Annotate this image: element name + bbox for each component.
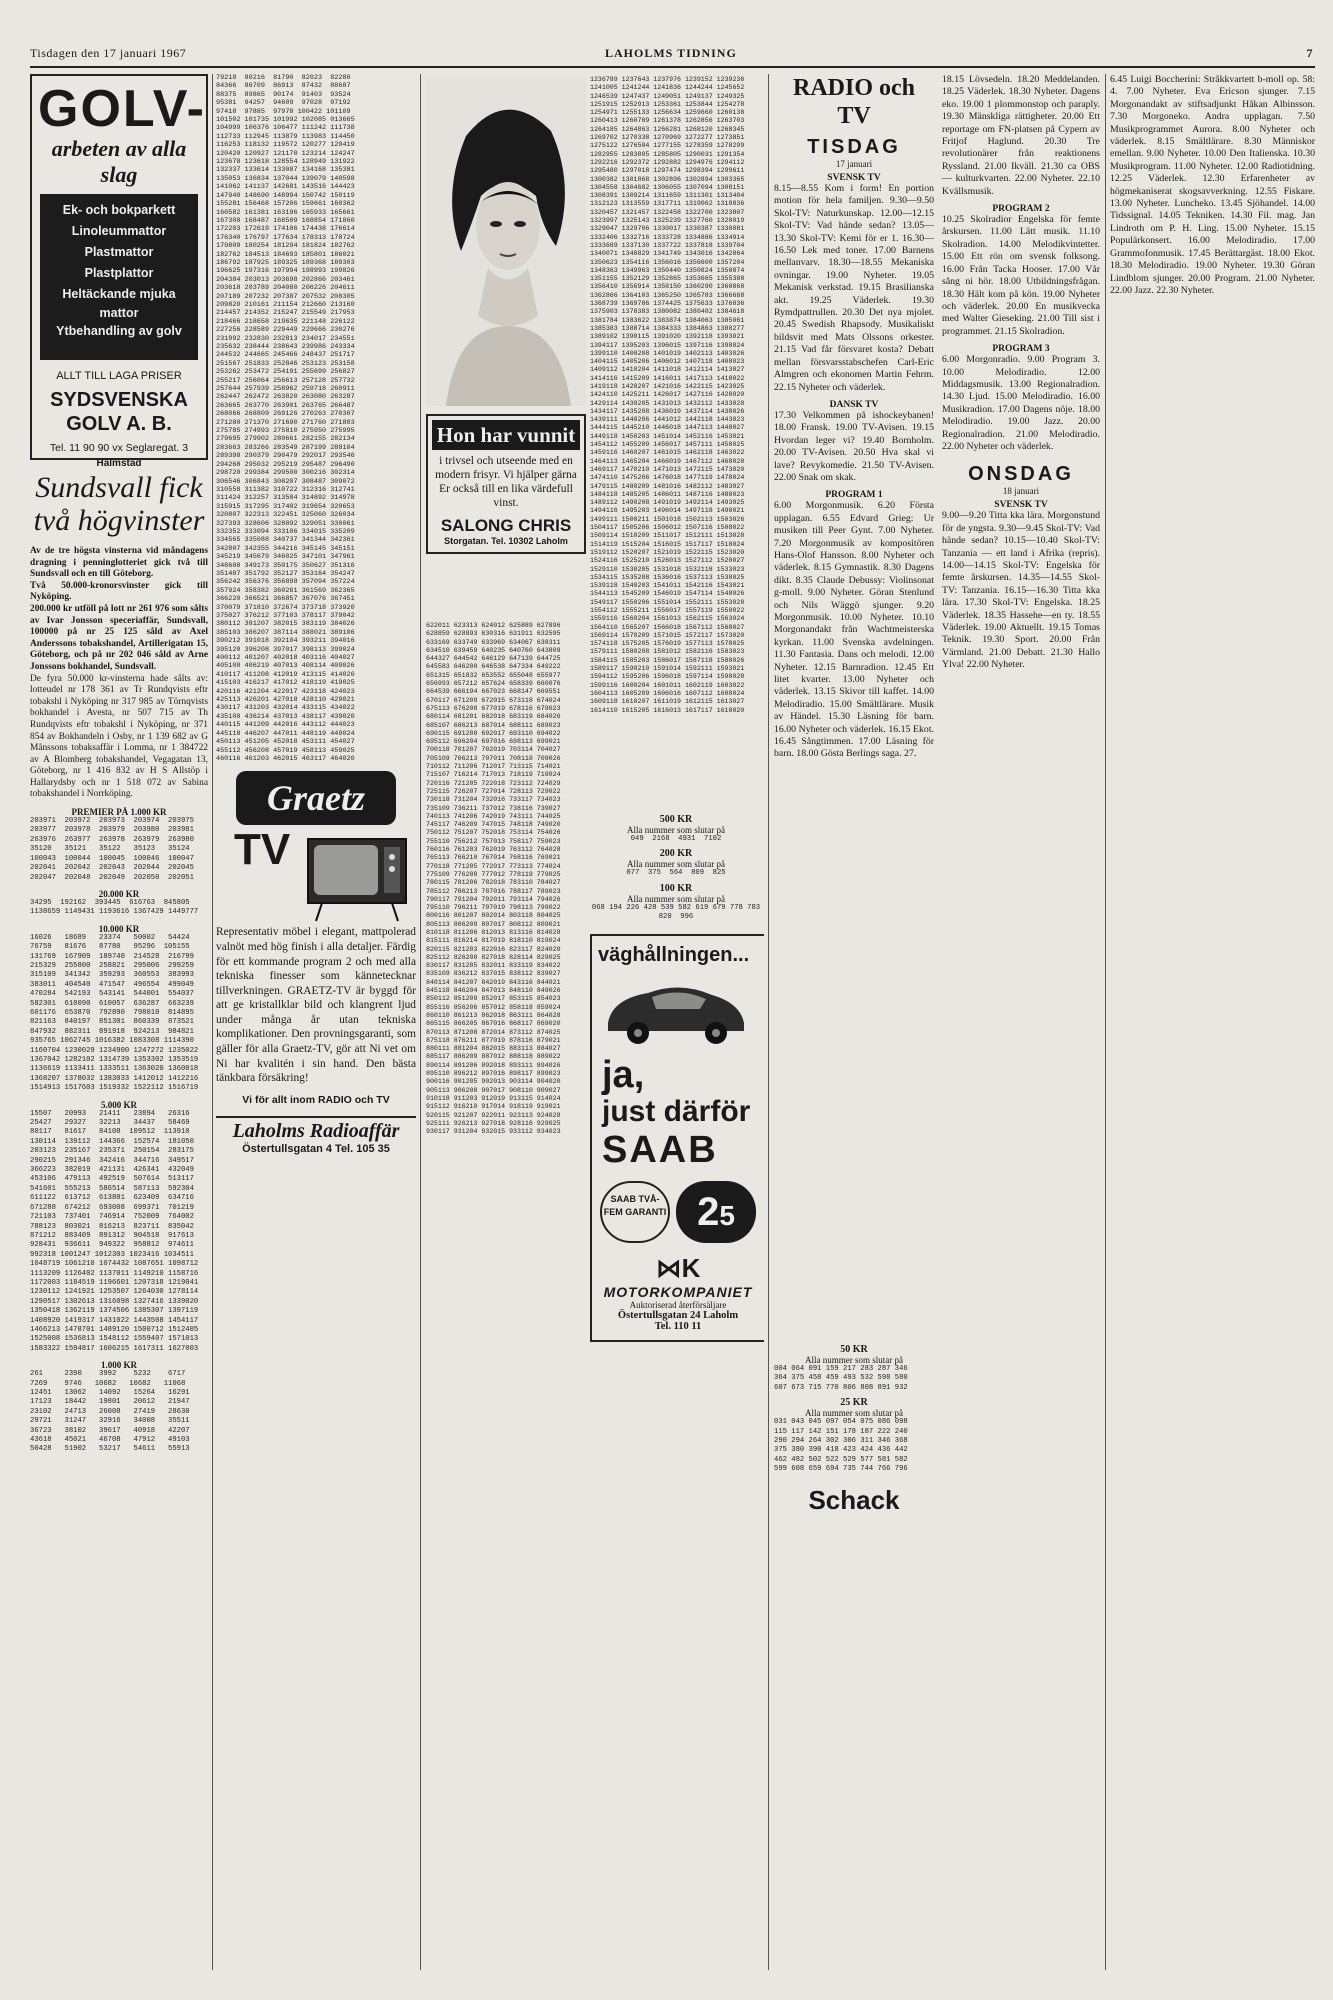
draw-results	[590, 814, 762, 923]
list-item: Heltäckande mjuka	[62, 287, 176, 301]
article-paragraph: 200.000 kr utföll på lott nr 261 976 som sålts av Ivar Jonsson speceriaffär, Sundsvall, 100000 på nr 25 125 såld av Axel Anderssons tobakshandel, Artillerigatan 15, Göteborg, och på nr 202 046 såld av Arne Jonssons bokhandel, Sundsvall.	[30, 603, 208, 672]
woman-portrait-icon	[426, 76, 586, 406]
channel-heading: PROGRAM 2	[992, 204, 1050, 215]
prize-heading: 500 KR	[659, 814, 693, 825]
portrait-image	[426, 76, 586, 406]
saab-line-3: SAAB	[602, 1129, 718, 1171]
channel-schedule: 8.15—8.55 Kom i form! En portion motion för hela familjen. 9.30—9.50 Skol-TV: Naturkunskap. 12.00—12.15 Skol-TV: Vad hände sedan? 13.05—13.30 Skol-TV: Kemi för er 1. 16.30—16.50 Lek med toner. 17.00 Barnens mellanvarv. 18.30—18.55 Mekaniska ovningar. 19.00 Nyheter. 19.05 Mekanisk verkstad. 19.15 Brasilianska akt. 19.25 Väderlek. 19.30 Rymdpattrullen. 20.30 Det nya mjolet. 20.45 Swedish Rhapsody. Musikaliskt bildsvit med Mats Olssons orkester. 21.15 Vad får försvaret kosta? Debatt mellan försvarsstabschefen Carl-Eric Almgren och ekonomen Martin Fehrm. 22.15 Nyheter och väderlek.	[774, 183, 934, 393]
golv-phone: Tel. 11 90 90 vx Seglaregat. 3	[49, 442, 189, 454]
radio-tv-title: RADIO och TV	[792, 75, 915, 129]
prize-heading: PREMIER PÅ 1.000 KR	[71, 807, 167, 818]
dealer-name: MOTORKOMPANIET	[603, 1284, 753, 1300]
golv-slogan: ALLT TILL LAGA PRISER	[56, 370, 182, 382]
prize-heading: 10.000 KR	[98, 923, 140, 934]
channel-heading: DANSK TV	[829, 399, 879, 410]
saab-25-logo: 25	[676, 1181, 756, 1243]
graetz-slogan: Vi för allt inom RADIO och TV	[242, 1093, 390, 1106]
list-item: Ytbehandling av golv	[56, 324, 182, 338]
number-table: 15507 20993 21411 23894 26316 25427 29327 32213 34437 58469 80117 81617 84108 109512 113910 130114 139112 144366 152574 181050 203123 235167 235371 250154 283175 290215 291346 342416 344716 349517 366223 382019 421131 426341 432049 453106 479113 492519 507614 513117 541601 555213 586514 587113 592304 611122 613712 613801 623409 634716 671288 674212 693008 699371 701219 721103 737401 746914 752009 764002 788123 803021 816213 823711 835042 871212 883409 891312 904518 917613 928431 936611 949322 958812 974611 992318 1001247 1012303 1023416 1034511 1048719 1061210 1074432 1087651 1098712 1113209 1126402 1137011 1149210 1158716 1172003 1184519 1196601 1207318 1219041 1230112 1241921 1253507 1264030 1278114 1290517 1302613 1316098 1327416 1339020 1350418 1362119 1374506 1385307 1397119 1408920 1419317 1431022 1443508 1454117 1466213 1478701 1489120 1500712 1512405 1525008 1536813 1548112 1559407 1571013 1583322 1594817 1606215 1617311 1627003	[30, 1109, 199, 1353]
prize-note: Alla nummer som slutar på	[627, 893, 725, 904]
newspaper-name: LAHOLMS TIDNING	[605, 46, 737, 60]
prize-heading: 5.000 KR	[101, 1099, 137, 1110]
golv-company: SYDSVENSKA	[50, 389, 188, 411]
column-2	[216, 74, 416, 1974]
saab-line-2: just därför	[602, 1095, 751, 1128]
salon-text: i trivsel och utseende med en modern frisyr. Vi hjälper gärna Er också till en lika värdefull vinst.	[435, 455, 577, 509]
article-paragraph: Två 50.000-kronorsvinster gick till Nyköping.	[30, 580, 208, 603]
schack-heading: Schack	[808, 1484, 900, 1515]
tv-icon	[306, 837, 408, 923]
number-table: 049 2168 4931 7102	[630, 835, 722, 843]
day-date: 17 januari	[835, 159, 873, 169]
article-paragraph: De fyra 50.000 kr-vinsterna hade sålts av: lotteudel nr 178 361 av Tr Rundqvists eftr tobakshl i Nyköping nr 317 985 av Törnqvists bokhandel i Avesta, nr 507 715 av Th Rundqvists eftr tobakshl i Nyköping, nr 371 854 av Bokhandeln i Osby, nr 1 139 682 av G Månssons tobaksaffär i Lomma, nr 1 384722 av A Blomberg tobakshandel, Vegagatan 13, Göteborg, nr 1 416 832 av H S Allstöp i Hallarydsby och nr 1 518 072 av Sabina tobakshandel i Norrköping.	[30, 673, 208, 800]
day-date: 18 januari	[1002, 486, 1040, 497]
column-4	[774, 74, 1102, 1974]
lottery-number-list: 622011 623313 624012 625889 627896 628859 628893 630316 631911 632595 633169 633749 633969 634067 638311 634510 639459 640235 640760 643809 644327 644542 646129 647139 644725 645583 646200 646538 647334 649222 651315 651832 653552 655048 655977 656993 657212 657624 658339 660076 664539 666194 667023 668147 669551 670117 671209 672015 673118 674024 675113 676208 677019 678116 679023 680114 681201 682018 683119 684026 685107 686213 687014 688111 689023 690115 691208 692017 693110 694022 695112 696204 697016 698113 699021 700118 701207 702019 703114 704027 705109 706213 707011 708118 709026 710112 711206 712017 713115 714021 715107 716214 717013 718119 719024 720116 721205 722018 723112 724029 725115 726207 727014 728113 729022 730118 731204 732016 733117 734023 735109 736211 737012 738116 739027 740113 741206 742019 743111 744025 745117 746209 747015 748118 749020 750112 751207 752018 753114 754026 755110 756212 757013 758117 759023 760116 761203 762019 763112 764028 765113 766210 767014 768116 769021 770118 771205 772017 773113 774024 775109 776208 777012 778119 779025 780115 781206 782018 783110 784027 785112 786213 787016 788117 789023 790117 791204 792011 793114 794026 795110 796211 797019 798113 799022 800116 801207 802014 803118 804025 805113 806209 807017 808112 809021 810118 811206 812013 813116 814028 815111 816214 817019 818110 819024 820115 821203 822016 823117 824020 825112 826208 827018 828114 829025 830117 831205 832011 833119 834022 835109 836212 837015 838112 839027 840114 841207 842019 843116 844021 845118 846204 847013 848110 849026 850112 851209 852017 853115 854023 855116 856206 857012 858118 859024 860110 861213 862018 863111 864028 865115 866205 867016 868117 869020 870113 871208 872014 873112 874025 875118 876211 877019 878116 879021 880111 881204 882015 883113 884027 885117 886209 887012 888118 889022 890114 891206 892018 893111 894026 895110 896212 897016 898117 899023 900116 901205 902013 903114 904020 905113 906208 907017 908110 909027 910118 911203 912019 913115 914024 915112 916210 917014 918119 919021 920115 921207 922011 923113 924028 925111 926213 927018 928116 929025 930117 931204 932015 933112 934023	[426, 622, 561, 1136]
radio-tv-listings	[774, 74, 934, 761]
channel-schedule: 6.45 Luigi Boccherini: Stråkkvartett b-moll op. 58: 4. 7.00 Nyheter. Eva Ericson sjunger. 7.15 Morgonandakt av stiftsadjunkt Håkan Albinsson. 7.30 Morgoneko. Andra upplagan. 7.50 Musikprogrammet Aurora. 8.00 Nyheter och väderlek. 8.15 Smältlärare. 8.30 Människor emellan. 9.00 Nyheter. 10.00 Den Italienska. 10.30 Musikprogram. 11.00 Nyheter. 12.00 Radiotidning. 12.25 Väderlek. 12.30 Erfarenheter av högmekaniserat skogsavverkning. 12.55 Fiskare. 13.00 Nyheter. Luncheko. 13.45 Sjöhandel. 14.00 Tidssignal. 14.05 Tekniken. 14.30 Fil. mag. Jan Lindroth om P. H. Ling. 15.00 Nyheter. 15.15 Populärkonsert. 16.00 Melodiradio. 17.00 Grammofonmusik. 17.45 Berättargäst. 18.00 Ekot. 18.30 Melodiradio. 19.00 Nyheter. 19.30 Göran Lindblom sjunger. 20.00 Program. 21.00 Nyheter. 22.00 Jazz. 22.30 Nyheter.	[1110, 74, 1315, 296]
day-heading: TISDAG	[807, 136, 901, 158]
list-item: Ek- och bokparkett	[62, 203, 176, 217]
channel-schedule: 6.00 Morgonmusik. 6.20 Första upplagan. 6.55 Edvard Grieg: Ur musiken till Peer Gynt. 7.00 Nyheter. 7.20 Morgonmusik av kompositören Hans-Olof Hansson. 8.00 Nyheter och väderlek. 8.15 Gymnastik. 8.30 Dagens dikt. 8.35 Claude Debussy: Violinsonat g-moll. 9.00 Nyheter. Göran Stenlund och Nils Wäggö sjunger. 9.20 Morgonmusik. 10.00 Nyheter. 10.10 Morgonandakt från Wachtmeisterska kyrkan. 11.00 Svenska avdelningen. 11.30 Fantasia. Dans och melodi. 12.00 Nyheter. 12.15 Barnradion. 12.45 Ett litet kvarter. 13.00 Nyheter och väderlek. 13.15 Skivor till kaffet. 14.00 Melodiradio. 15.00 Smältlärare. Musik av Händel. 15.30 Läsning för barn. 16.00 Nyheter och väderlek. 16.15 Ekot. 16.45 Sångtimmen. 17.00 Läsning för barn. 18.00 Gösta Berlings saga. 27.	[774, 500, 934, 760]
saab-car-image	[600, 973, 756, 1051]
prize-heading: 20.000 KR	[98, 888, 140, 899]
golv-title: GOLV-	[38, 80, 206, 138]
golv-product-list	[40, 194, 198, 360]
article-headline-2: två högvinster	[33, 504, 205, 537]
channel-schedule: 6.00 Morgonradio. 9.00 Program 3. 10.00 Melodiradio. 12.00 Middagsmusik. 13.00 Regionalradion. 14.30 Ljud. 15.00 Melodiradio. 16.00 Musikradion. 17.00 Dagens nöje. 18.00 Melodiradio. 19.00 Jazz. 20.00 Regionalradion. 21.00 Melodiradio. 22.00 Nyheter och väderlek.	[942, 354, 1100, 452]
prize-heading: 200 KR	[659, 848, 693, 860]
saab-advertisement	[590, 934, 764, 1342]
channel-schedule: 17.30 Velkommen på ishockeybanen! 18.00 Fransk. 19.00 TV-Avisen. 19.15 Hvordan leger vi? 19.40 Bornholm. 20.00 TV-Avisen. 20.50 Hva skal vi lave? Revykomedie. 21.50 TV-Avisen. 22.00 Snak om skak.	[774, 409, 934, 483]
dealer-phone: Tel. 110 11	[654, 1321, 702, 1332]
graetz-advertisement	[216, 771, 416, 1171]
number-table: 261 2390 3992 5232 6717 7269 9746 10682 10682 11068 12451 13062 14092 15264 16291 17123 18442 19801 20612 21947 23102 24713 26008 27419 28630 29721 31247 32916 34008 35511 36723 38102 39617 40918 42207 43618 45021 46708 47912 49103 50428 51902 53217 54611 55913	[30, 1370, 190, 1454]
prize-note: Alla nummer som slutar på	[805, 1408, 903, 1419]
list-item: Plastmattor	[84, 245, 154, 259]
graetz-description: Representativ möbel i elegant, mattpolerad valnöt med hög finish i alla detaljer. Färdig för ett kommande program 2 och med alla tekniska finesser som kännetecknar tillverkningen. GRAETZ-TV är byggd för att ge kristallklar bild och klangrent ljud under många år utan tekniska komplikationer. Den provningsgaranti, som gäller för alla Graetz-TV, gör att Ni vet om Ni har kvalitén i sin hand. Den bästa tänkbara försäkring!	[216, 926, 416, 1085]
channel-schedule: 9.00—9.20 Titta kka lära. Morgonstund för de yngsta. 9.30—9.45 Skol-TV: Vad hände sedan? 10.15—10.40 Skol-TV: Tanzania — ett land i Afrika (repris). 14.00—14.15 Skol-TV: Engelska för femte årskursen. 14.35—14.55 Skol-TV: Tanzania. 16.15—16.30 Titta kka lära. 17.30 Skol-TV: Engelska. 18.25 Väderlek. 18.35 Hassehe—en ty. 18.55 Väderlek. 19.00 Aktuellt. 19.15 Tomas Teknik. 19.30 Sport. 20.00 Från Värmland. 21.00 Debatt. 21.30 Hallo Ylva! 22.00 Nyheter.	[942, 510, 1100, 671]
channel-schedule: 10.25 Skolradior Engelska för femte årskursen. 11.00 Lätt musik. 11.10 Skolradion. 14.00 Melodikvintetter. 15.00 Ett rön om svensk folksong. 16.00 Från Tacka Hooser. 17.00 Vår sång ni hör. 18.00 Utbildningsfrågan. 18.30 Hält kom på kön. 19.00 Nyheter och väderlek. 20.00 En musikvecka med Walter Gieseking. 21.00 Till sist i programmet. 21.15 Skolradion.	[942, 214, 1100, 337]
salon-headline: Hon har vunnit	[432, 420, 580, 450]
golv-city: Halmstad	[96, 458, 142, 469]
saab-guarantee-row	[600, 1181, 756, 1243]
dealer-sub: Auktoriserad återförsäljare	[629, 1300, 727, 1310]
column-divider	[212, 74, 213, 1970]
golv-company-2: GOLV A. B.	[66, 413, 172, 435]
column-divider	[768, 74, 769, 1970]
number-table: 031 043 045 097 054 075 086 098 115 117 142 151 178 187 222 240 290 294 264 302 306 311 346 368 375 380 390 418 423 424 436 442 462 482 502 522 529 577 581 582 599 608 659 694 735 744 766 796	[774, 1418, 908, 1474]
channel-heading: SVENSK TV	[994, 500, 1048, 511]
draw-results-2	[774, 1344, 934, 1516]
graetz-address: Östertullsgatan 4 Tel. 105 35	[242, 1142, 390, 1155]
channel-heading: PROGRAM 1	[825, 490, 883, 501]
column-1	[30, 74, 208, 1974]
graetz-shop: Laholms Radioaffär	[216, 1116, 416, 1143]
list-item: mattor	[99, 306, 139, 320]
salon-name: SALONG CHRIS	[440, 516, 572, 535]
channel-heading: PROGRAM 3	[992, 344, 1050, 355]
channel-schedule: 18.15 Lövsedeln. 18.20 Meddelanden. 18.25 Väderlek. 18.30 Nyheter. Dagens eko. 19.00 1 plommonstop och paraply. 19.30 Mänskliga rättigheter. 20.00 Ett reportage om FN-platsen på Cypern av Fritjof Haglund. 20.30 Tre revolutionärer från reaktionens Ryssland. 21.00 Ikväll. 21.30 ca OBS — kulturkvarten. 22.00 Nyheter. 22.10 Kvällsmusik.	[942, 74, 1100, 197]
list-item: Plastplattor	[84, 266, 154, 280]
column-5	[1110, 74, 1315, 1974]
number-table: 16026 18689 23374 50002 54424 76759 81676 87780 95296 105155 131769 167909 189740 214528 216799 215329 255800 258821 295006 299259 315109 341342 359293 360553 383993 383011 404540 471547 496554 499049 470284 542193 543141 544001 554037 582301 610090 610057 636287 663239 601176 653870 792890 798010 814895 821163 840197 851301 860339 873521 847932 882311 891918 924213 984821 935765 1062745 1016382 1083308 1114390 1160704 1230029 1234900 1247272 1235022 1367042 1282102 1314739 1353302 1353519 1136619 1133411 1333511 1363020 1360018 1368207 1378032 1383033 1412012 1412216 1514913 1517603 1519332 1522112 1516719	[30, 933, 199, 1093]
number-table: 068 194 226 428 539 582 619 679 778 783 820 996	[591, 903, 761, 922]
day-heading: ONSDAG	[968, 463, 1074, 486]
salon-address: Storgatan. Tel. 10302 Laholm	[444, 536, 568, 546]
prize-heading: 100 KR	[659, 882, 693, 894]
prize-note: Alla nummer som slutar på	[627, 825, 725, 835]
dealer-address: Östertullsgatan 24 Laholm	[617, 1310, 739, 1321]
page-header	[30, 46, 1313, 68]
lottery-number-list: 79218 80216 81790 82023 82280 84366 86709 86913 87432 88687 88375 89865 90174 91403 93524 95381 94257 94609 97028 97192 97418 97885 97978 100422 101109 101502 101735 101992 102085 013665 104999 106376 106477 111242 111738 112733 112945 113879 113983 114450 116253 118132 119572 120277 120419 120420 120927 121170 123214 124247 123678 123618 128554 128949 131922 132337 133614 133087 134168 135381 135053 136834 137044 139079 140598 141062 141137 142681 143516 144423 147940 148690 148994 150742 150119 155281 156468 157206 159661 160362 160582 161381 163196 165933 165661 167308 168487 168509 168854 171860 172203 172619 174106 174438 176614 176340 176797 177634 178313 178724 179809 180254 181294 181824 182762 182762 184513 184693 185801 186021 186792 187925 189325 189368 189303 196625 197316 197994 198993 199826 204384 203013 203698 202866 203461 203618 203789 204080 206226 204611 207189 207232 207387 207532 208305 209820 210161 211154 212660 213160 214457 214352 215247 215549 217953 218466 218658 219635 221148 226122 227256 228589 229449 229666 230276 231992 232830 232813 234017 234551 235632 238444 238643 239986 243334 244532 244665 245466 248437 251717 251567 251833 252846 253123 253158 253262 253472 254191 255699 256827 255217 256064 256613 257128 257732 257644 257939 258962 259718 260911 262447 262472 263820 263080 263287 263665 263770 263901 263765 266487 268066 268809 269126 270263 270307 271280 271370 271690 271760 271803 275785 274993 275810 275950 275995 279695 279902 280661 282155 282134 283663 283266 283549 287199 288104 289398 290379 290479 292017 293546 294268 295032 295219 295487 296490 298720 299384 299500 300216 302314 306546 306843 308207 308487 309072 310558 311382 310722 312316 312741 311424 312257 313584 314892 314978 315915 317295 317402 319654 320653 320807 322313 322451 325060 326034 327393 328606 328892 329051 330061 332352 333094 333106 334015 335209 334565 335088 340737 341344 342361 342807 342355 344216 345145 345151 345219 345679 346025 347101 347961 348608 349173 350175 350627 351316 351487 351792 352127 353164 354247 356242 356376 356898 357094 357224 357924 358382 360261 361569 362365 366220 366521 366857 367076 367451 370079 371810 372674 373718 373920 375027 376212 377103 378117 379042 380112 381207 382015 383119 384026 385103 386207 387114 388021 389106 390212 391018 392104 393211 394016 395120 396208 397017 398113 399024 400112 401207 402018 403116 404027 405108 406219 407013 408114 409026 410117 411208 412019 413115 414026 415103 416217 417012 418119 419025 420116 421204 422017 423118 424023 425113 426201 427018 428110 429021 430117 431203 432014 433115 434022 435108 436214 437013 438117 439020 440115 441209 442016 443112 444023 445118 446207 447011 448119 449024 450113 451205 452018 453111 454027 455112 456208 457019 458113 459025 460116 461203 462015 463117 464020	[216, 74, 355, 763]
number-table: 004 064 091 159 217 283 287 346 364 375 458 459 493 532 598 580 607 673 715 770 806 808 891 932	[774, 1365, 908, 1392]
issue-date: Tisdagen den 17 januari 1967	[30, 46, 187, 60]
prize-note: Alla nummer som slutar på	[627, 859, 725, 870]
tv-set-image	[306, 837, 408, 923]
graetz-product: TV	[234, 825, 291, 875]
article-lead: Av de tre högsta vinsterna vid måndagens dragning i penninglotteriet gick två till Sundsvall och en till Göteborg.	[30, 546, 208, 580]
lottery-number-list: 1236789 1237643 1237976 1239152 1239236 1241005 1241244 1241836 1244244 1245652 1246539 1247437 1249051 1249137 1249325 1251915 1252913 1253361 1253844 1254278 1254971 1255133 1256634 1259660 1260138 1260413 1260769 1261378 1262856 1263703 1264185 1264863 1266281 1268120 1268345 1269702 1270338 1270969 1272277 1273851 1275122 1276504 1277155 1278359 1278299 1282955 1283805 1285805 1290031 1291354 1292216 1292372 1292882 1294976 1294112 1295480 1297018 1297474 1298394 1299611 1300382 1301868 1302896 1302894 1303365 1304558 1304682 1306055 1307094 1308151 1308391 1309214 1311659 1311301 1313404 1312123 1313559 1317711 1319062 1319836 1320457 1321457 1322458 1322700 1323807 1323997 1325143 1325239 1327760 1328019 1329047 1329706 1330017 1330387 1330881 1332406 1332716 1333728 1334886 1334914 1333689 1337130 1337722 1337818 1339704 1340071 1340829 1341749 1343016 1342864 1350623 1354116 1356016 1356600 1357204 1348363 1349963 1350440 1350824 1350874 1351155 1352129 1352865 1353665 1355388 1356410 1356914 1358150 1360290 1360868 1362866 1364103 1365250 1365783 1366668 1368739 1369786 1374425 1375633 1376836 1375903 1378383 1380082 1380402 1384618 1381784 1383622 1383874 1384063 1385061 1385383 1388714 1384333 1384863 1388277 1389102 1390115 1391020 1392118 1393021 1394117 1395203 1396015 1397116 1398024 1399110 1400208 1401019 1402113 1403026 1404115 1405206 1406012 1407118 1408023 1409112 1410204 1411018 1412114 1413027 1414116 1415209 1416011 1417113 1418022 1419118 1420207 1421016 1422115 1423025 1424110 1425211 1426017 1427116 1428020 1429114 1430205 1431013 1432112 1433028 1434117 1435208 1436019 1437114 1438026 1439111 1440206 1441012 1442118 1443023 1444115 1445210 1446018 1447113 1448027 1449118 1450203 1451014 1452116 1453021 1454112 1455209 1456017 1457111 1458025 1459116 1460207 1461015 1462118 1463022 1464113 1465204 1466019 1467112 1468028 1469117 1470210 1471013 1472115 1473020 1474110 1475206 1476018 1477119 1478024 1479115 1480209 1481016 1482112 1483027 1484118 1485205 1486011 1487116 1488023 1489112 1490208 1491019 1492114 1493025 1494116 1495203 1496014 1497118 1498021 1499111 1500211 1501018 1502113 1503026 1504117 1505206 1506012 1507116 1508022 1509114 1510209 1511017 1512111 1513028 1514119 1515204 1516015 1517117 1518024 1519112 1520207 1521019 1522115 1523020 1524116 1525210 1526013 1527112 1528027 1529110 1530205 1531018 1532118 1533023 1534115 1535208 1536016 1537113 1538025 1539118 1540203 1541011 1542116 1543021 1544113 1545209 1546019 1547114 1548026 1549117 1550206 1551014 1552111 1553028 1554112 1555211 1556017 1557119 1558022 1559116 1560204 1561013 1562115 1563024 1564110 1565207 1566018 1567112 1568027 1569114 1570209 1571015 1572117 1573020 1574118 1575205 1576019 1577113 1578025 1579111 1580208 1581012 1582116 1583023 1584115 1585203 1586017 1587118 1588026 1589117 1590210 1591014 1592111 1593021 1594112 1595206 1596018 1597114 1598028 1599116 1600204 1601011 1602119 1603022 1604113 1605209 1606016 1607112 1608024 1609118 1610207 1611019 1612115 1613027 1614110 1615205 1616013 1617117 1618020	[590, 76, 745, 714]
column-3	[424, 74, 764, 1974]
golv-advertisement	[30, 74, 208, 469]
number-table: 34295 192162 393445 616763 845805 1138659 1149431 1193616 1367429 1449777	[30, 898, 199, 917]
list-item: Linoleummattor	[71, 224, 167, 238]
prize-heading: 50 KR	[840, 1344, 868, 1355]
number-table: 203971 203972 203973 203974 203975 203977 203978 203979 203980 203981 263976 263977 263978 263979 263980 35120 35121 35122 35123 35124 100043 100044 100045 100046 100047 202041 202042 202043 202044 202045 202047 202048 202049 202050 202051	[30, 817, 194, 882]
saab-guarantee-badge: SAAB TVÅ-FEM GARANTI	[600, 1181, 670, 1243]
header-rule	[30, 66, 1315, 68]
saab-kicker: väghållningen...	[598, 944, 750, 966]
number-table: 077 375 564 809 825	[626, 869, 726, 878]
prize-heading: 25 KR	[840, 1397, 868, 1409]
prize-heading: 1.000 KR	[101, 1360, 137, 1371]
radio-tv-listings-2	[942, 74, 1100, 672]
mk-logo-icon: ⋈K	[655, 1253, 701, 1283]
lottery-article	[30, 472, 208, 1455]
column-divider	[1105, 74, 1106, 1970]
saab-line-1: ja,	[602, 1054, 645, 1096]
graetz-brand: Graetz	[267, 778, 365, 819]
page-number: 7	[1306, 46, 1313, 60]
salon-text-box	[426, 414, 586, 554]
column-divider	[420, 74, 421, 1970]
article-headline: Sundsvall fick	[35, 471, 203, 504]
prize-note: Alla nummer som slutar på	[805, 1355, 903, 1365]
graetz-logo	[236, 771, 396, 825]
car-icon	[600, 973, 750, 1051]
channel-heading: SVENSK TV	[827, 173, 881, 183]
salon-advertisement	[426, 76, 586, 616]
golv-subtitle: arbeten av alla slag	[51, 136, 187, 187]
